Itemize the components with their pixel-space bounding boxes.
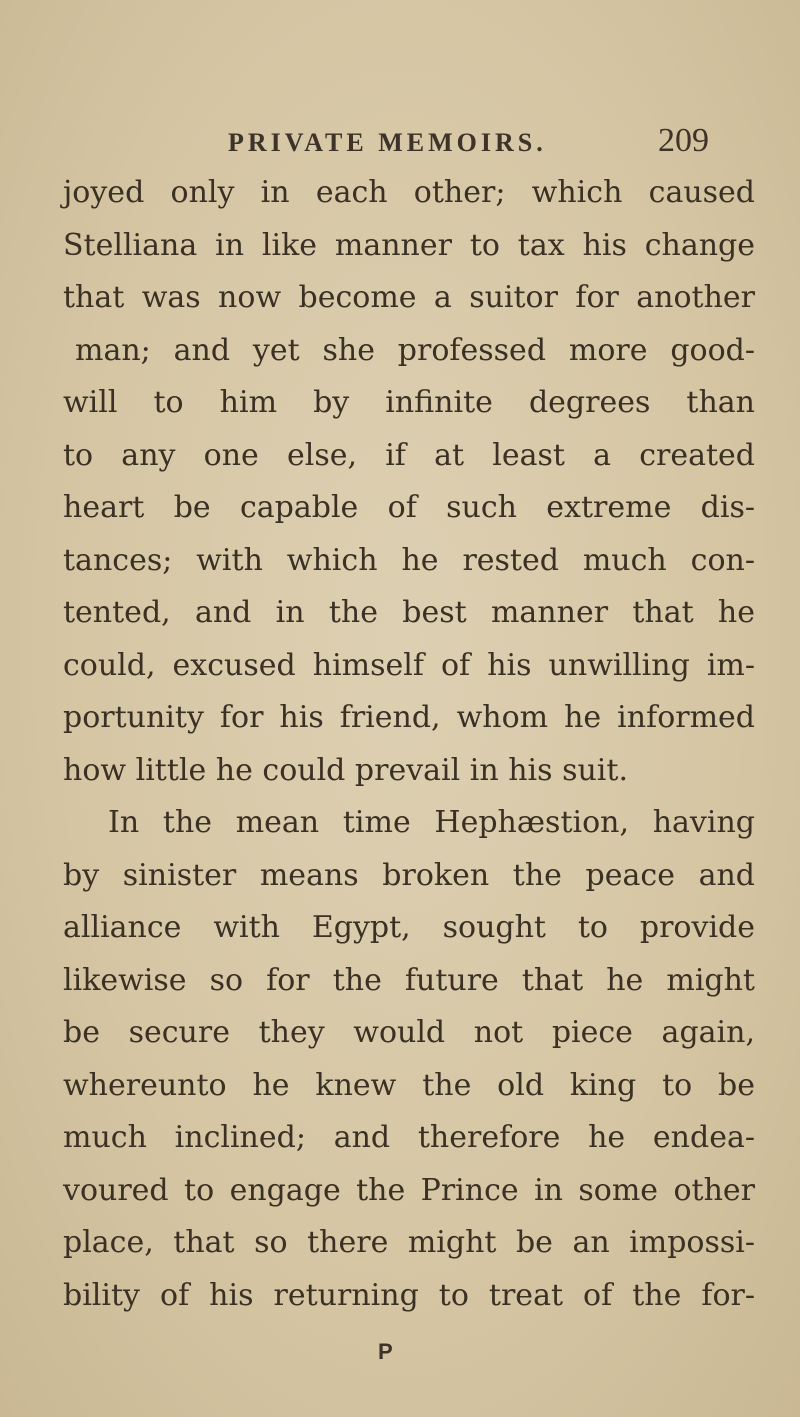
text-line: much inclined; and therefore he endea-: [63, 1120, 755, 1155]
text-line: alliance with Egypt, sought to provide: [63, 910, 755, 945]
text-line: portunity for his friend, whom he informed: [63, 700, 755, 735]
text-line: bility of his returning to treat of the for-: [63, 1277, 755, 1313]
text-line: tented, and in the best manner that he: [63, 595, 755, 630]
text-line: In the mean time Hephæstion, having: [108, 805, 755, 840]
text-line: joyed only in each other; which caused: [63, 175, 755, 210]
page-number: 209: [658, 122, 709, 159]
text-line: how little he could prevail in his suit.: [63, 752, 628, 788]
text-line: voured to engage the Prince in some other: [63, 1172, 755, 1208]
text-line: that was now become a suitor for another: [63, 280, 755, 315]
text-line: heart be capable of such extreme dis-: [63, 490, 755, 525]
text-line: be secure they would not piece again,: [63, 1015, 755, 1050]
text-line: to any one else, if at least a created: [63, 437, 755, 473]
text-line: Stelliana in like manner to tax his change: [63, 227, 755, 263]
text-line: tances; with which he rested much con-: [63, 542, 755, 578]
text-line: man; and yet she professed more good-: [75, 332, 755, 368]
text-line: by sinister means broken the peace and: [63, 857, 755, 893]
text-line: place, that so there might be an impossi-: [63, 1225, 755, 1260]
text-line: whereunto he knew the old king to be: [63, 1067, 755, 1103]
text-line: will to him by infinite degrees than: [63, 385, 755, 420]
signature-mark: P: [378, 1339, 393, 1364]
text-line: likewise so for the future that he might: [63, 962, 755, 998]
running-title: PRIVATE MEMOIRS.: [228, 128, 547, 157]
text-line: could, excused himself of his unwilling im-: [63, 647, 755, 683]
